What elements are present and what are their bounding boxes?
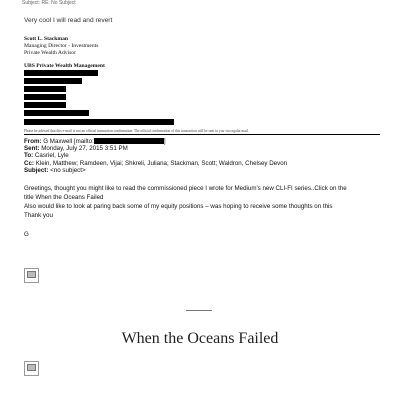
- cc-value: Klein, Matthew; Ramdeen, Vijai; Shkreli, Juliana; Stackman, Scott; Waldron, Chelsey Devon: [35, 160, 288, 167]
- disclaimer-text: Please be advised that this e-mail is not an official transaction confirmation. The official confirmation of this transaction will be sent to you via regular mail.: [24, 129, 249, 133]
- to-value: Casriel, Lyle: [34, 152, 69, 159]
- sent-line: [24, 145, 128, 152]
- redaction-bar: [24, 110, 89, 116]
- subject-header-line: Subject: RE: No Subject: [22, 0, 76, 6]
- from-line: [24, 138, 166, 145]
- article-title[interactable]: When the Oceans Failed: [121, 330, 279, 347]
- sent-value: Monday, July 27, 2015 3:51 PM: [41, 145, 128, 152]
- header-divider: [24, 134, 380, 135]
- signature-title-1: Managing Director - Investments: [24, 43, 99, 49]
- sent-label: Sent:: [24, 145, 40, 152]
- subject-line: [24, 167, 86, 174]
- subject-value: <no subject>: [50, 167, 86, 174]
- sign-off: G: [24, 231, 29, 238]
- from-label: From:: [24, 138, 42, 145]
- signature-title-2: Private Wealth Advisor: [24, 50, 76, 56]
- cc-line: [24, 160, 287, 167]
- to-line: [24, 152, 69, 159]
- body-line-3: Also would like to look at paring back some of my equity positions – was hoping to receive some thoughts on this: [24, 203, 333, 210]
- redaction-bar: [24, 119, 174, 125]
- reply-text: Very cool I will read and revert: [24, 17, 113, 24]
- subject-label: Subject:: [24, 167, 49, 174]
- image-placeholder-icon[interactable]: [24, 268, 39, 283]
- body-line-2: title When the Oceans Failed: [24, 194, 104, 201]
- redaction-bar: [24, 78, 82, 84]
- from-suffix: ]: [163, 138, 166, 145]
- redaction-bar: [94, 138, 164, 144]
- section-divider: [186, 310, 212, 311]
- from-value: G Maxwell [mailto:: [43, 138, 94, 145]
- redaction-bar: [24, 94, 66, 100]
- cc-label: Cc:: [24, 160, 34, 167]
- to-label: To:: [24, 152, 34, 159]
- signature-firm: UBS Private Wealth Management: [24, 63, 105, 69]
- redaction-bar: [24, 102, 66, 108]
- redaction-bar: [24, 86, 66, 92]
- body-line-4: Thank you: [24, 212, 53, 219]
- image-placeholder-icon[interactable]: [24, 361, 39, 376]
- signature-name: Scott L. Stackman: [24, 36, 68, 42]
- body-line-1: Greetings, thought you might like to read the commissioned piece I wrote for Medium's new CLI-FI series..Click on the: [24, 185, 347, 192]
- redaction-bar: [24, 70, 98, 76]
